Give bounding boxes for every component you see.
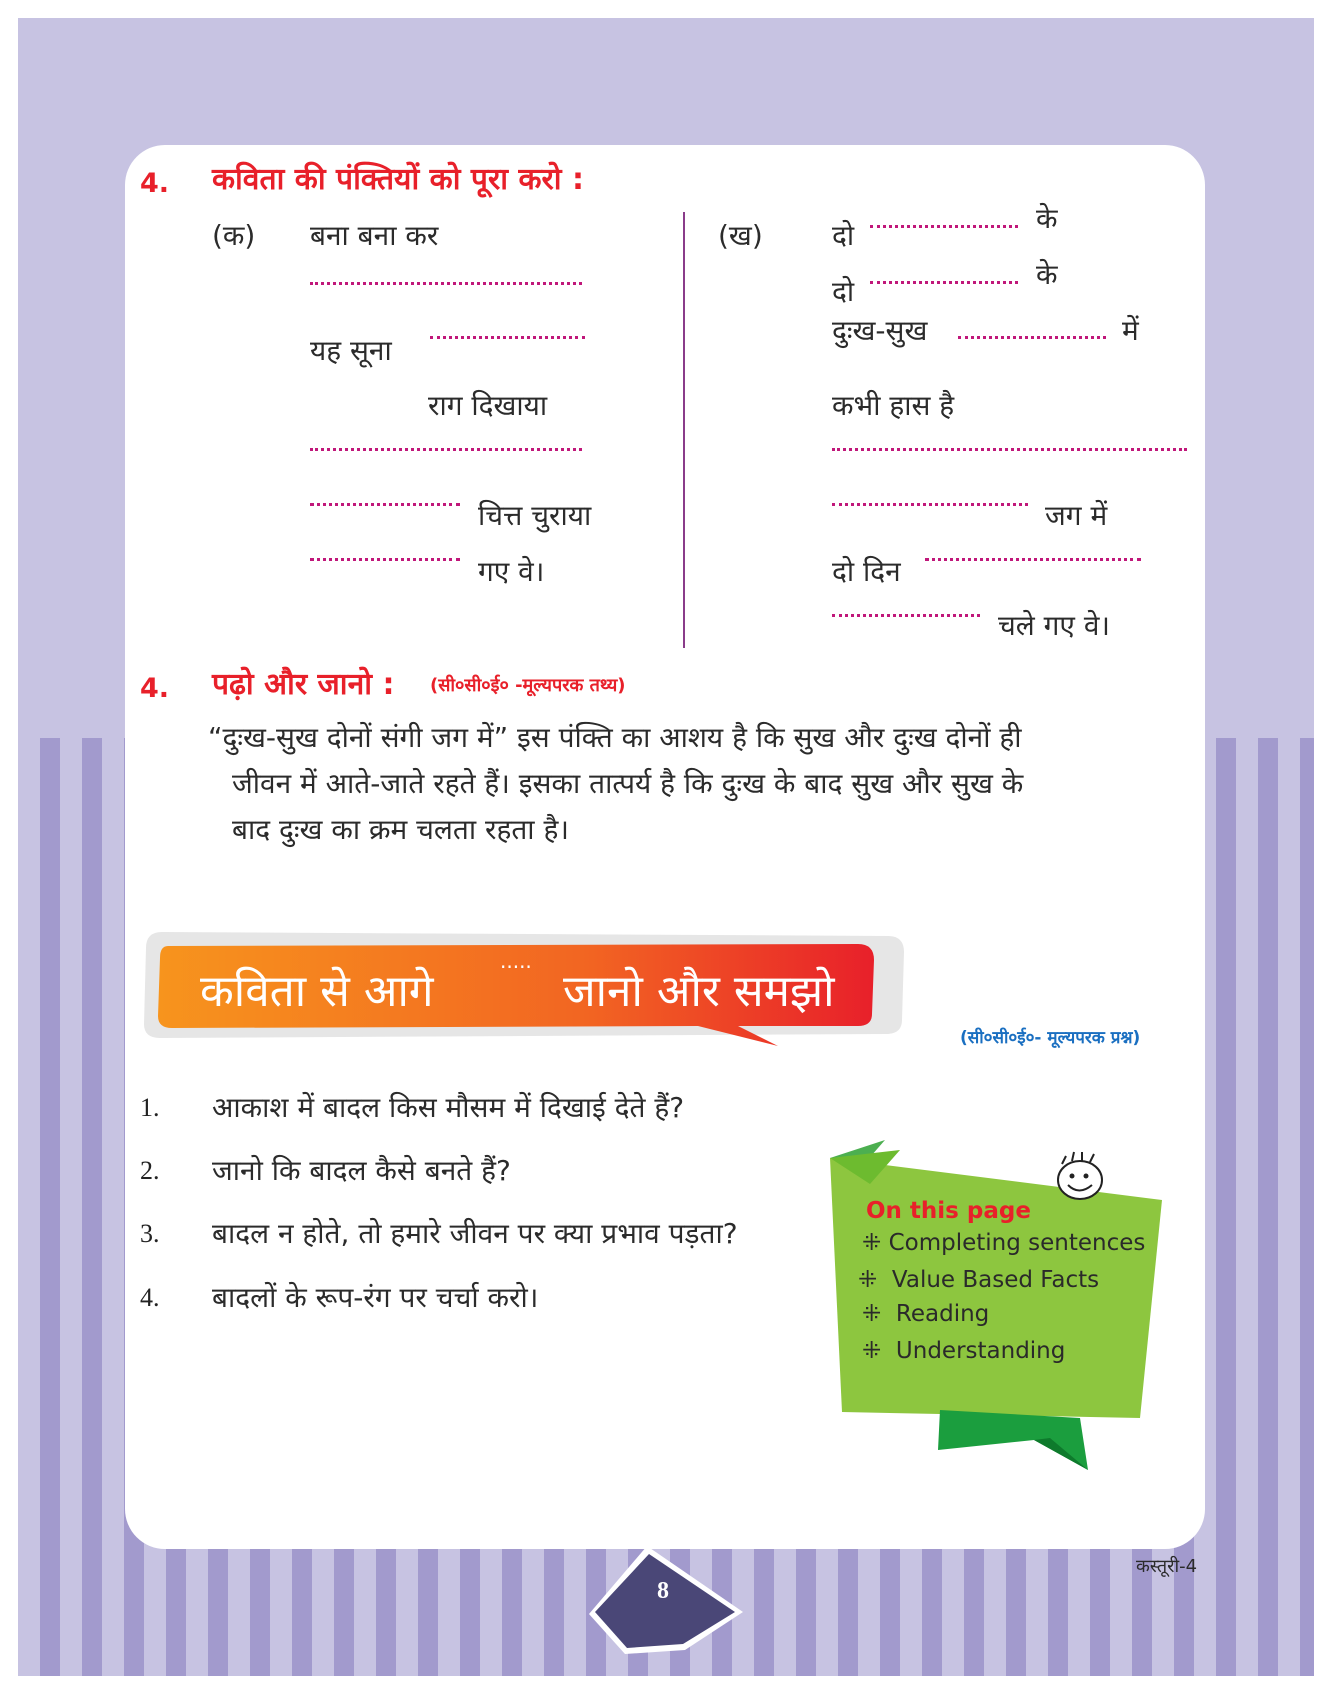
col-a-line2-prefix: यह सूना <box>310 334 392 367</box>
col-b-blank-4 <box>832 448 1187 451</box>
section2-subtitle: (सी०सी०ई० -मूल्यपरक तथ्य) <box>430 675 626 696</box>
col-b-blank-2 <box>870 281 1018 284</box>
bullet-icon: ⁜ <box>862 1301 882 1327</box>
col-b-blank-7 <box>832 614 980 617</box>
col-b-blank-3 <box>958 336 1106 339</box>
paragraph-line-3: बाद दुःख का क्रम चलता रहता है। <box>232 813 569 846</box>
banner-dots: ..... <box>500 949 532 973</box>
section-banner <box>138 928 908 1048</box>
question-3-number: 3. <box>140 1219 160 1248</box>
question-3-text: बादल न होते, तो हमारे जीवन पर क्या प्रभाव पड़ता? <box>212 1217 738 1250</box>
bullet-icon: ⁜ <box>862 1230 882 1256</box>
section2-title: पढ़ो और जानो : <box>212 667 395 702</box>
col-b-label: (ख) <box>718 219 763 252</box>
bullet-icon: ⁜ <box>858 1267 878 1293</box>
col-b-line6-prefix: दो दिन <box>832 555 901 588</box>
section2-paragraph <box>208 715 1194 853</box>
section1-title: कविता की पंक्तियों को पूरा करो : <box>212 162 584 197</box>
sticker-item-1-label: Completing sentences <box>888 1230 1146 1256</box>
col-b-blank-5 <box>832 503 1028 506</box>
sticker-item-4 <box>862 1338 1065 1364</box>
sticker-item-4-label: Understanding <box>895 1338 1066 1364</box>
question-1-number: 1. <box>140 1093 160 1122</box>
smiley-face-icon <box>1058 1152 1102 1199</box>
col-a-line3: राग दिखाया <box>428 389 548 422</box>
question-4-number: 4. <box>140 1283 160 1312</box>
sticker-item-1 <box>862 1230 1145 1256</box>
col-a-line5-suffix: गए वे। <box>478 555 545 588</box>
col-b-blank-6 <box>925 558 1141 561</box>
question-2-text: जानो कि बादल कैसे बनते हैं? <box>212 1154 511 1187</box>
sticker-item-2-label: Value Based Facts <box>891 1267 1100 1293</box>
col-b-line1-suffix: के <box>1036 202 1058 235</box>
col-b-line1-prefix: दो <box>832 219 855 252</box>
sticker-heading: On this page <box>866 1198 1031 1224</box>
book-title: कस्तूरी-4 <box>1136 1556 1198 1577</box>
banner-tag: (सी०सी०ई०- मूल्यपरक प्रश्न) <box>960 1028 1141 1048</box>
col-b-line2-prefix: दो <box>832 275 855 308</box>
column-divider <box>683 212 685 648</box>
col-b-line3-suffix: में <box>1122 314 1139 347</box>
col-a-label: (क) <box>212 219 256 252</box>
question-4-text: बादलों के रूप-रंग पर चर्चा करो। <box>212 1281 539 1314</box>
bullet-icon: ⁜ <box>862 1338 882 1364</box>
page-number-badge <box>585 1546 745 1656</box>
col-b-line4: कभी हास है <box>832 389 955 422</box>
col-b-line7-suffix: चले गए वे। <box>998 609 1110 642</box>
question-2-number: 2. <box>140 1156 160 1185</box>
col-b-line2-suffix: के <box>1036 258 1058 291</box>
col-a-blank-1 <box>310 282 582 285</box>
col-a-blank-5 <box>310 558 460 561</box>
banner-right-text: जानो और समझो <box>563 966 835 1017</box>
col-a-line4-suffix: चित्त चुराया <box>478 499 592 532</box>
paragraph-line-2: जीवन में आते-जाते रहते हैं। इसका तात्पर्य है कि दुःख के बाद सुख और सुख के <box>232 767 1024 800</box>
page-number: 8 <box>657 1578 669 1604</box>
section2-number: 4. <box>140 673 170 704</box>
col-a-line1: बना बना कर <box>310 219 439 252</box>
col-a-blank-3 <box>310 448 582 451</box>
col-b-line3-prefix: दुःख-सुख <box>832 314 928 347</box>
col-a-blank-4 <box>310 503 460 506</box>
col-b-blank-1 <box>870 225 1018 228</box>
paragraph-line-1: “दुःख-सुख दोनों संगी जग में” इस पंक्ति का आशय है कि सुख और दुःख दोनों ही <box>208 721 1022 754</box>
col-a-blank-2 <box>430 336 585 339</box>
sticker-item-3 <box>862 1301 989 1327</box>
col-b-line5-suffix: जग में <box>1045 499 1108 532</box>
sticker-item-2 <box>858 1267 1099 1293</box>
question-1-text: आकाश में बादल किस मौसम में दिखाई देते हैं? <box>212 1091 685 1124</box>
sticker-item-3-label: Reading <box>895 1301 990 1327</box>
banner-left-text: कविता से आगे <box>200 966 434 1017</box>
section1-number: 4. <box>140 168 170 199</box>
